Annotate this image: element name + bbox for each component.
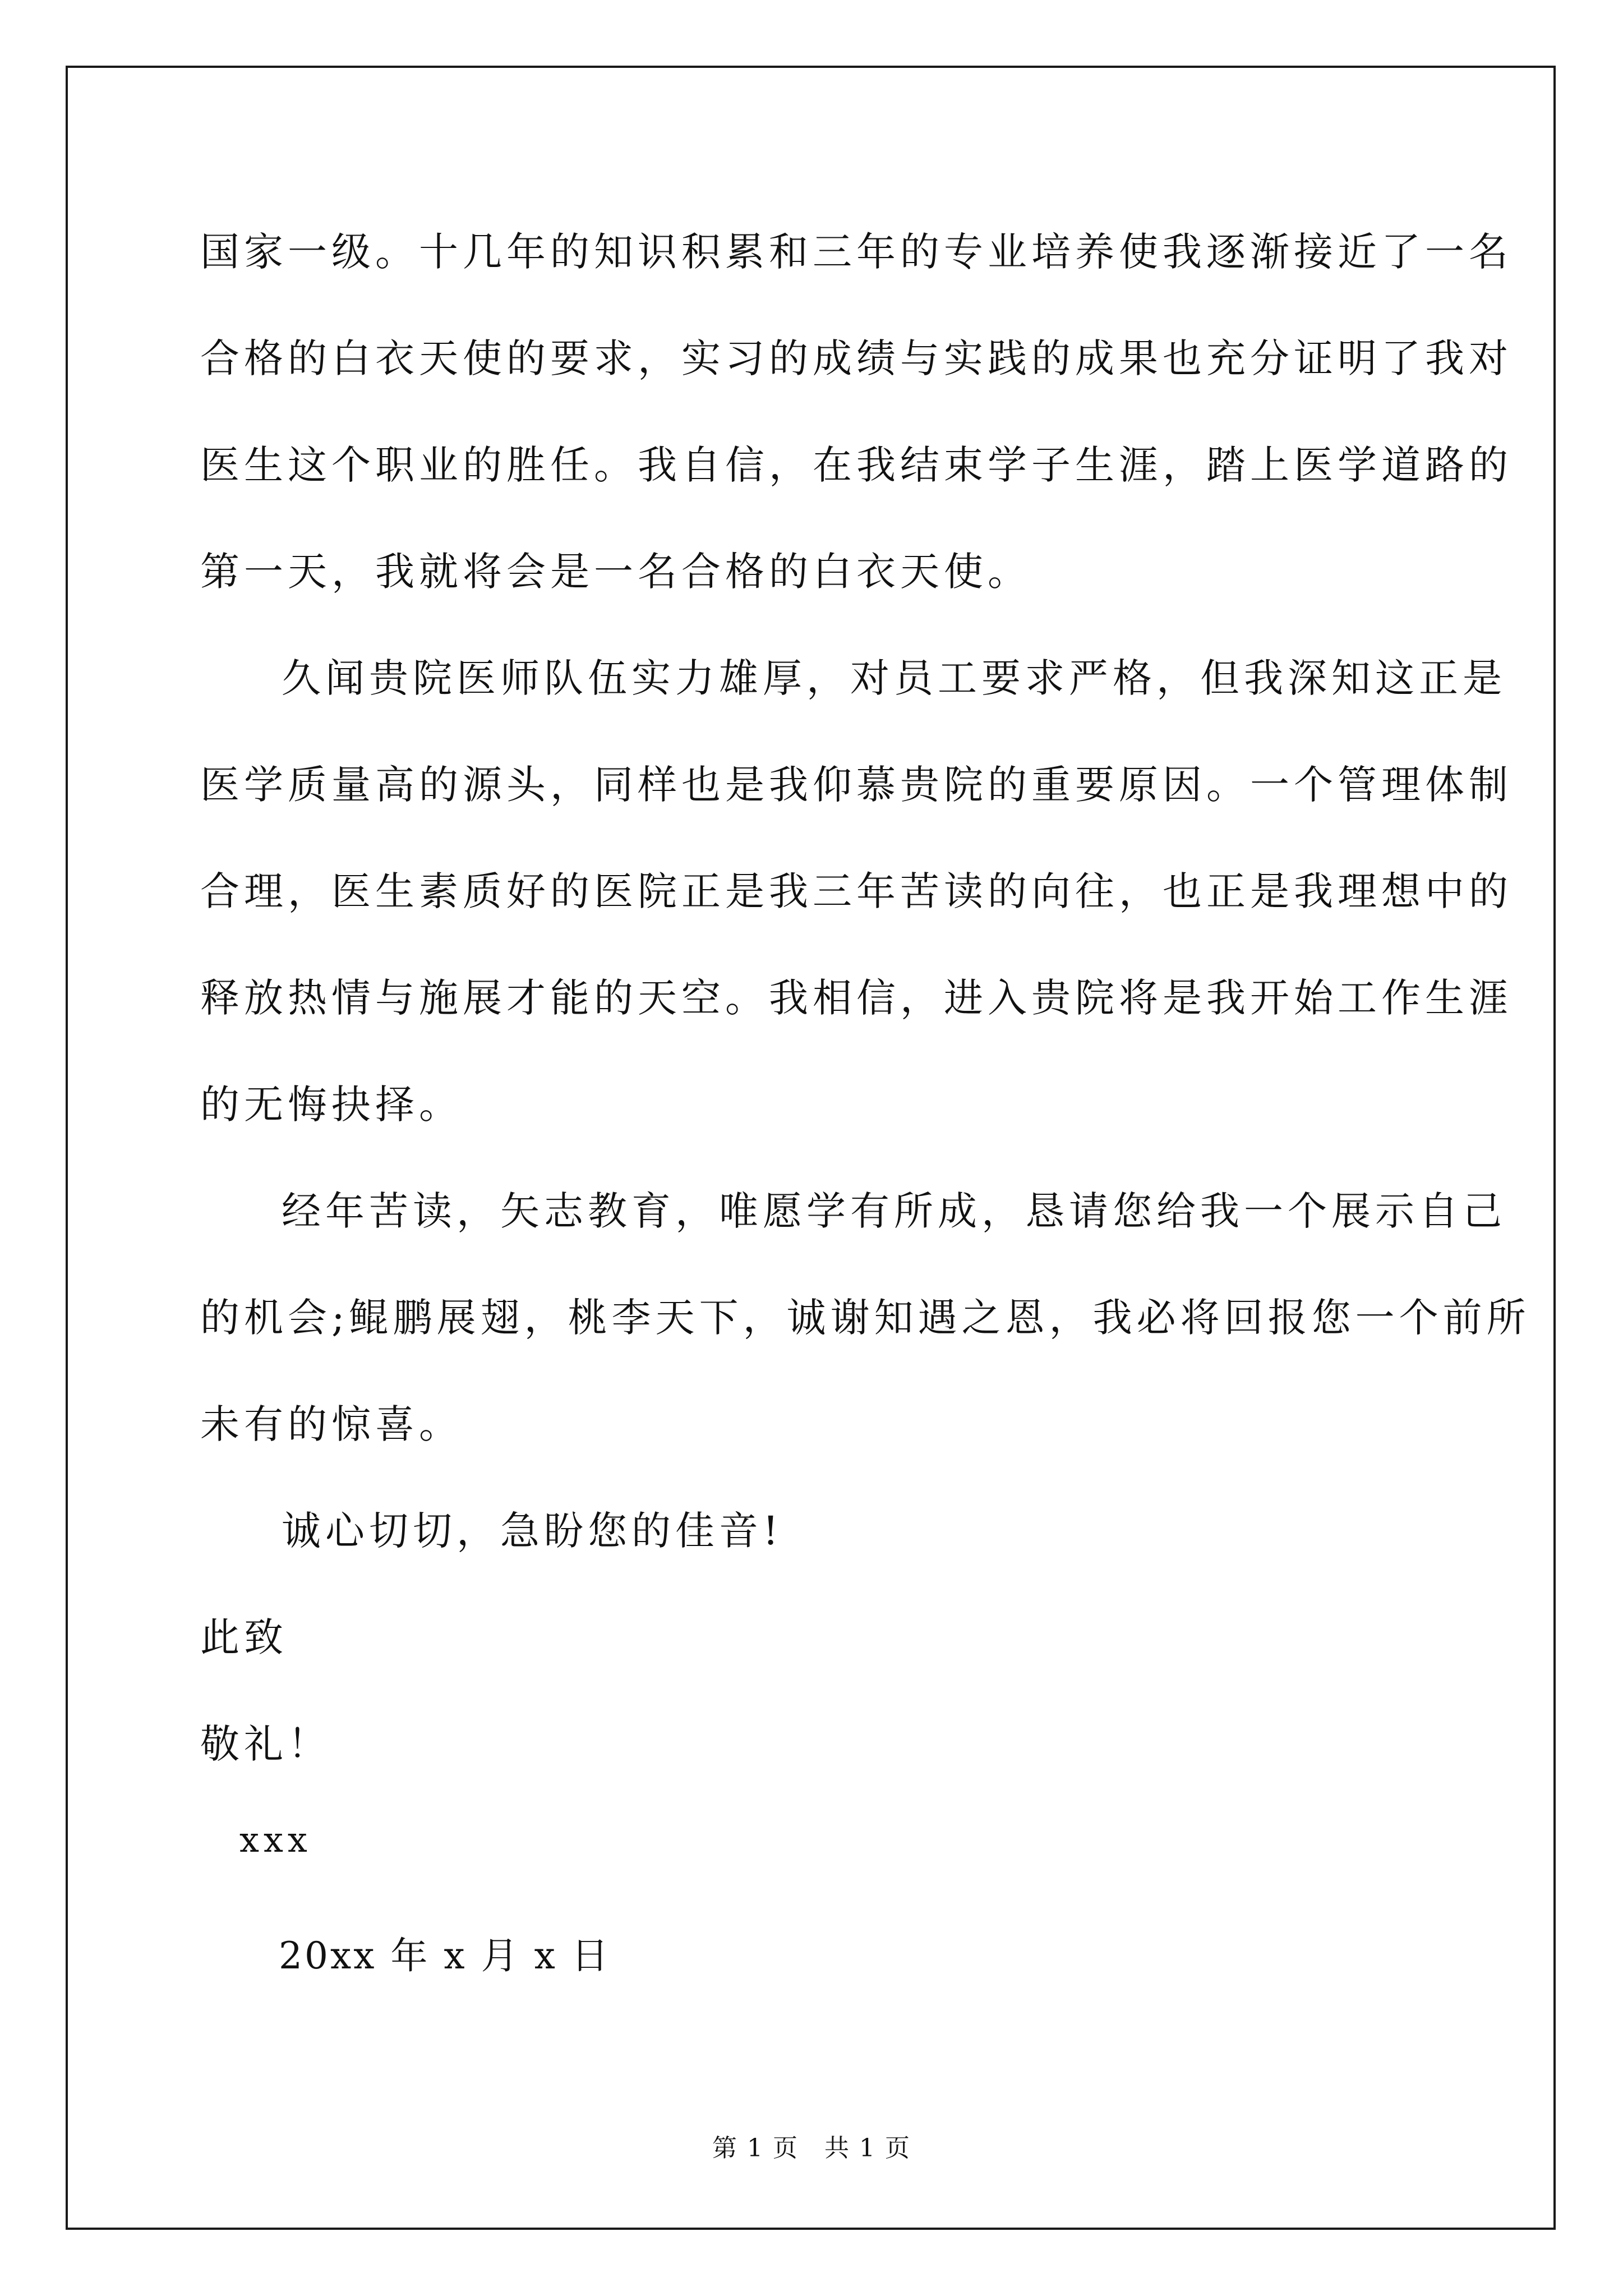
paragraph-1-line-1: 国家一级。十几年的知识积累和三年的专业培养使我逐渐接近了一名 [200,229,1513,275]
paragraph-3-line-2: 的机会;鲲鹏展翅，桃李天下，诚谢知遇之恩，我必将回报您一个前所 [200,1295,1530,1341]
closing-wish: 诚心切切，急盼您的佳音! [282,1508,783,1554]
salutation-greeting: 此致 [200,1614,288,1660]
paragraph-2-line-1: 久闻贵院医师队伍实力雄厚，对员工要求严格，但我深知这正是 [282,655,1506,701]
paragraph-2-line-3: 合理，医生素质好的医院正是我三年苦读的向往，也正是我理想中的 [200,868,1513,914]
paragraph-1-line-2: 合格的白衣天使的要求，实习的成绩与实践的成果也充分证明了我对 [200,335,1513,381]
paragraph-1-line-3: 医生这个职业的胜任。我自信，在我结束学子生涯，踏上医学道路的 [200,442,1513,488]
paragraph-3-line-1: 经年苦读，矢志教育，唯愿学有所成，恳请您给我一个展示自己 [282,1188,1506,1234]
paragraph-1-line-4: 第一天，我就将会是一名合格的白衣天使。 [200,549,1031,595]
page-number-footer: 第 1 页 共 1 页 [712,2134,911,2162]
signature: xxx [239,1819,312,1860]
paragraph-3-line-3: 未有的惊喜。 [200,1401,463,1447]
letter-date: 20xx 年 x 月 x 日 [279,1934,611,1977]
salutation-regards: 敬礼！ [200,1721,331,1767]
page-frame [66,66,1556,2230]
paragraph-2-line-5: 的无悔抉择。 [200,1082,463,1128]
paragraph-2-line-4: 释放热情与施展才能的天空。我相信，进入贵院将是我开始工作生涯 [200,975,1513,1021]
paragraph-2-line-2: 医学质量高的源头，同样也是我仰慕贵院的重要原因。一个管理体制 [200,762,1513,808]
